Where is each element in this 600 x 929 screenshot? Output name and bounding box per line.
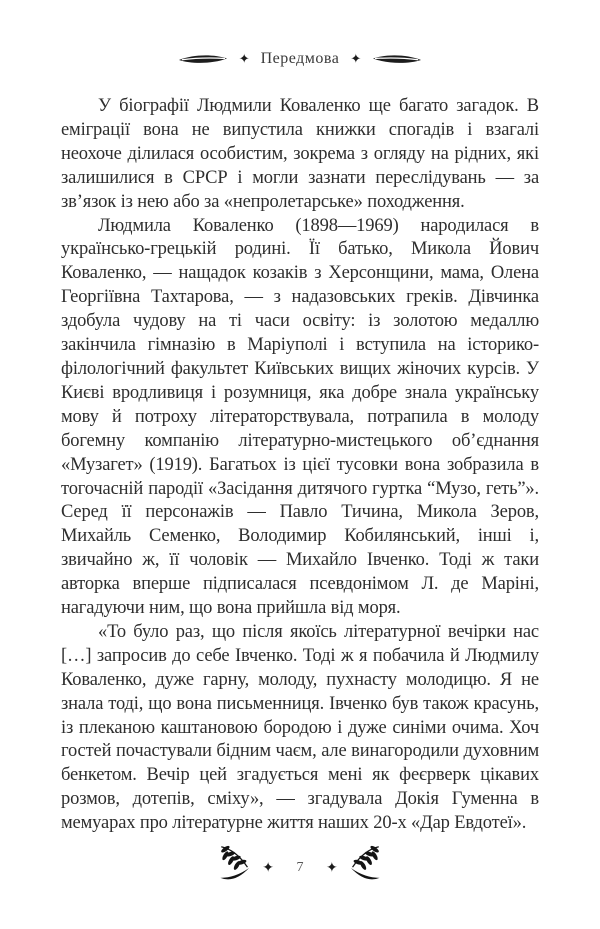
wheat-ear-right-icon: [346, 845, 382, 891]
page-body: [61, 95, 539, 836]
paragraph-1: У біографії Людмили Коваленко ще багато загадок. В еміграції вона не випустила книжки спогадів і взагалі неохоче ділилася особистим, зокрема з огляду на рідних, які залишилися в СРСР і могли зазнати переслідувань — за зв’язок із нею або за «непролетарське» походження.: [61, 96, 539, 212]
page-footer: [0, 845, 600, 891]
paragraph-3: «То було раз, що після якоїсь літературної вечірки нас […] запросив до себе Івченко. Тоді ж я побачила й Людмилу Коваленко, дуже гарну, молоду, пухнасту молодицю. Я не знала тоді, що вона письменниця. Івченко був також красунь, із плеканою каштановою бородою і дуже синіми очима. Хоч гостей почастували бідним чаєм, але винагородили духовним бенкетом. Вечір цей згадується мені як феєрверк цікавих розмов, дотепів, сміху», — згадувала Докія Гуменна в мемуарах про літературне життя наших 20-х «Дар Евдотеї».: [61, 621, 539, 834]
chapter-header: [0, 50, 600, 68]
diamond-icon: ✦: [326, 860, 338, 876]
page-number: 7: [296, 860, 304, 875]
wheat-ear-left-icon: [218, 845, 254, 891]
paragraph-2: Людмила Коваленко (1898—1969) народилася в українсько-грецькій родині. Її батько, Микола Йович Коваленко, — нащадок козаків з Херсонщини, мама, Олена Георгіївна Тахтарова, — з надазовських греків. Дівчинка здобула чудову на ті часи освіту: із золотою медаллю закінчила гімназію в Маріуполі і вступила на історико-філологічний факультет Київських вищих жіночих курсів. У Києві вродливиця і розумниця, яка добре знала українську мову й потроху літераторствувала, потрапила в молоду богемну компанію літературно-мистецького об’єднання «Музагет» (1919). Багатьох із цієї тусовки вона зобразила в тогочасній пародії «Засідання дитячого гуртка “Музо, геть”». Серед її персонажів — Павло Тичина, Микола Зеров, Михайль Семенко, Володимир Кобилянський, інші і, звичайно ж, її чоловік — Михайло Івченко. Тоді ж таки авторка вперше підписалася псевдонімом Л. де Маріні, нагадуючи ним, що вона прийшла від моря.: [61, 215, 539, 619]
leaf-ornament-right-icon: [372, 53, 422, 65]
footer-ornament-right: [326, 845, 382, 891]
chapter-title: Передмова: [260, 50, 340, 67]
leaf-ornament-left-icon: [178, 53, 228, 65]
diamond-icon: ✦: [262, 860, 274, 876]
diamond-icon: ✦: [350, 51, 362, 67]
diamond-icon: ✦: [238, 51, 250, 67]
footer-ornament-left: [218, 845, 274, 891]
